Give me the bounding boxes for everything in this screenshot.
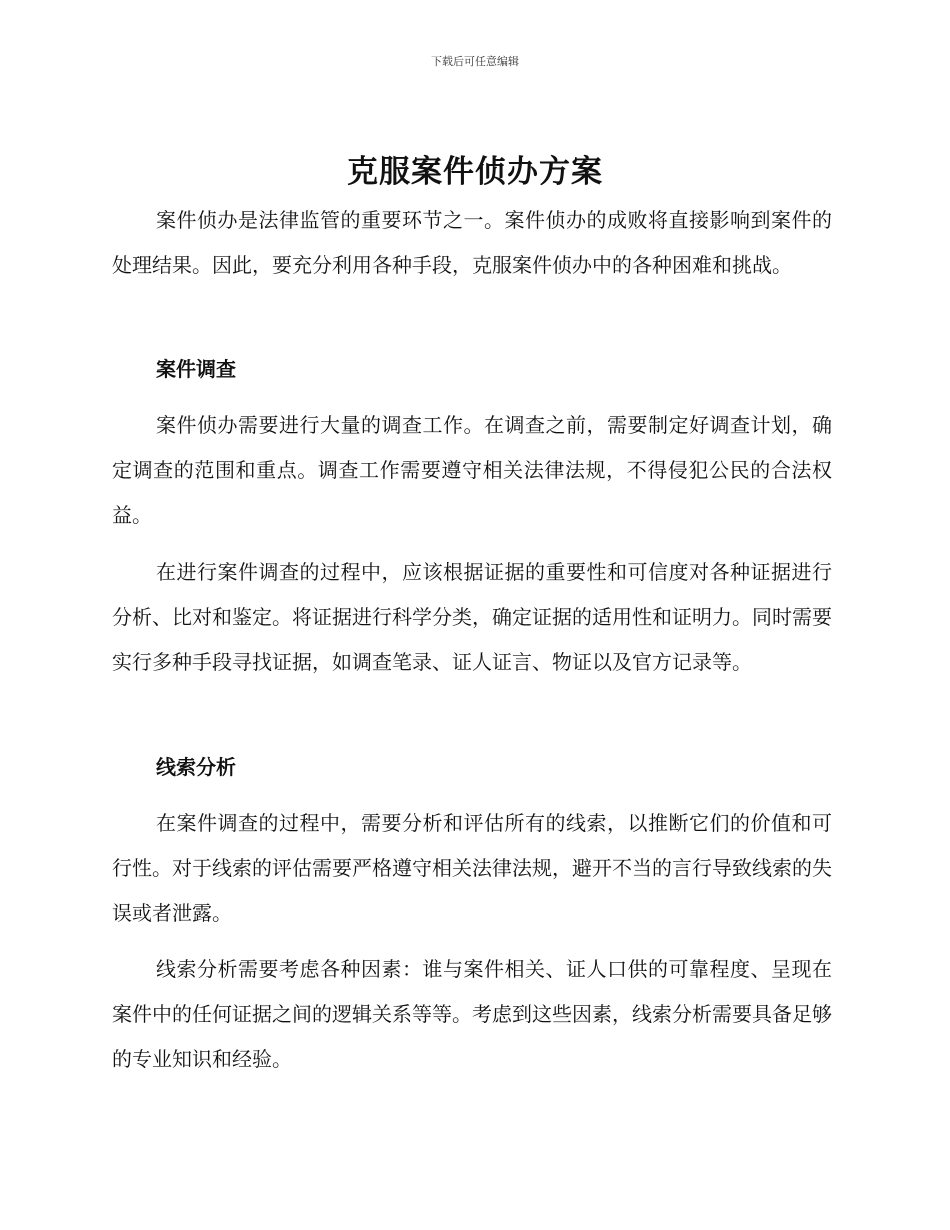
paragraph-investigation-1: 案件侦办需要进行大量的调查工作。在调查之前，需要制定好调查计划，确定调查的范围和重点。调查工作需要遵守相关法律法规，不得侵犯公民的合法权益。 [112,413,832,527]
section-heading-case-investigation: 案件调查 [156,357,236,381]
document-title: 克服案件侦办方案 [347,154,603,190]
page-header-note: 下载后可任意编辑 [431,55,519,68]
paragraph-clue-2: 线索分析需要考虑各种因素：谁与案件相关、证人口供的可靠程度、呈现在案件中的任何证据之间的逻辑关系等等。考虑到这些因素，线索分析需要具备足够的专业知识和经验。 [112,957,832,1071]
section-heading-clue-analysis: 线索分析 [156,755,236,779]
intro-paragraph: 案件侦办是法律监管的重要环节之一。案件侦办的成败将直接影响到案件的处理结果。因此，要充分利用各种手段，克服案件侦办中的各种困难和挑战。 [112,208,832,277]
paragraph-investigation-2: 在进行案件调查的过程中，应该根据证据的重要性和可信度对各种证据进行分析、比对和鉴定。将证据进行科学分类，确定证据的适用性和证明力。同时需要实行多种手段寻找证据，如调查笔录、证人证言、物证以及官方记录等。 [112,560,832,674]
paragraph-clue-1: 在案件调查的过程中，需要分析和评估所有的线索，以推断它们的价值和可行性。对于线索的评估需要严格遵守相关法律法规，避开不当的言行导致线索的失误或者泄露。 [112,811,832,925]
